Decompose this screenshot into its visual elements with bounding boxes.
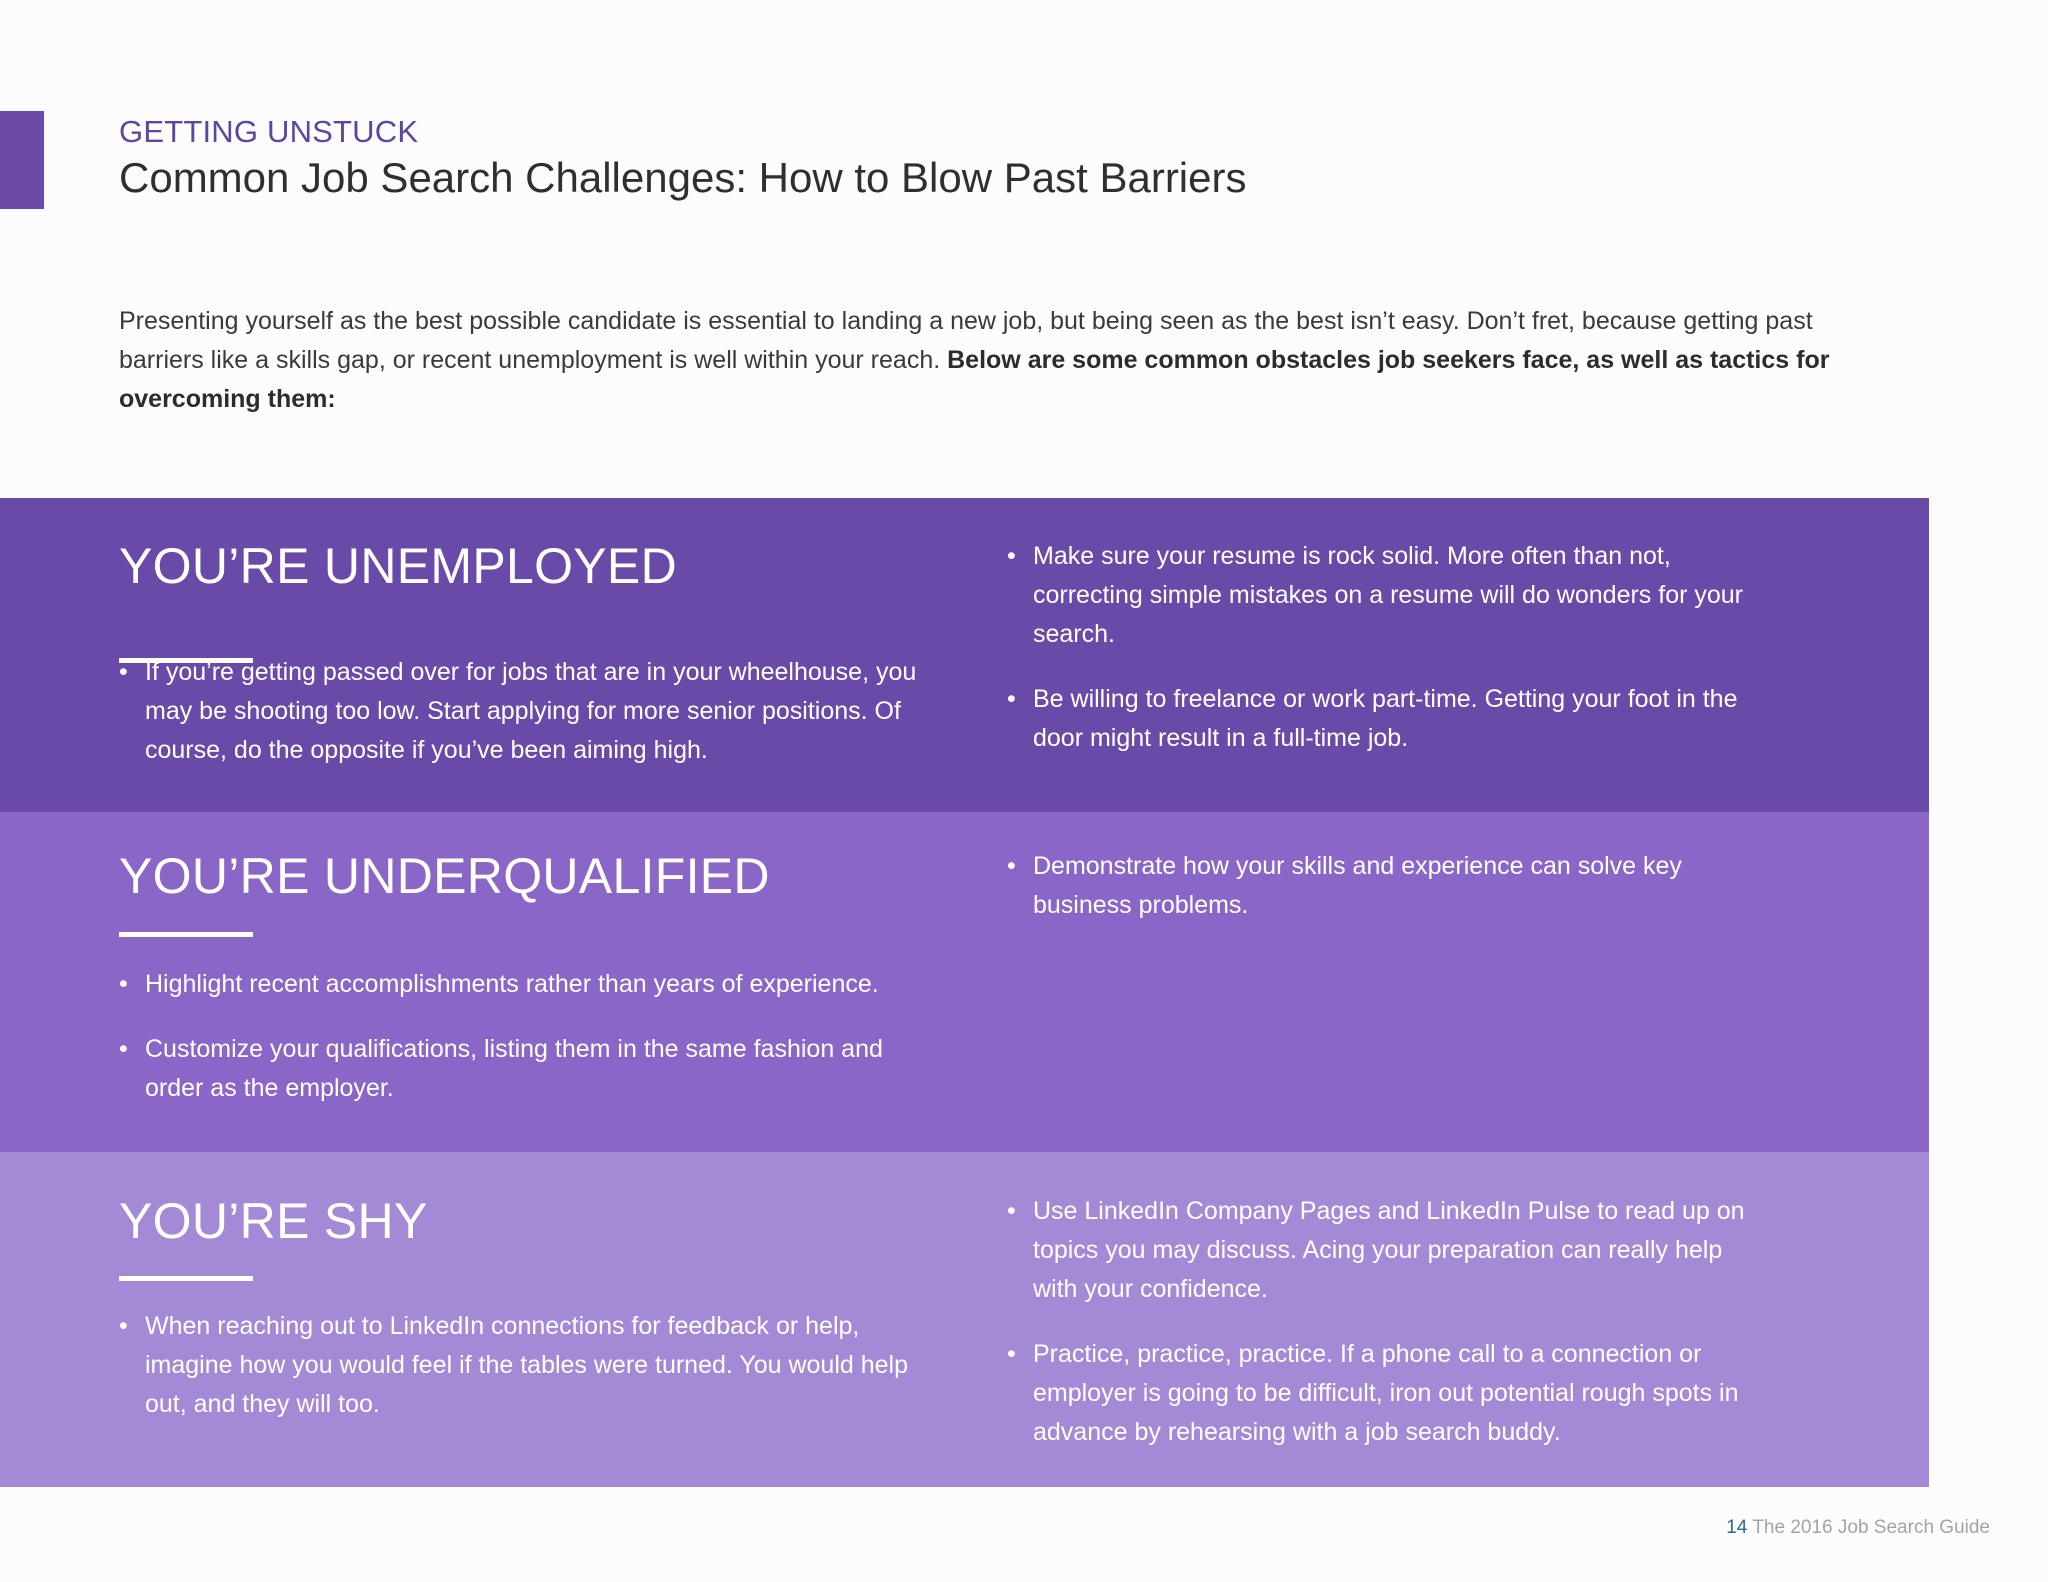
tips-list-right [1007,1192,1767,1478]
tip-text: Demonstrate how your skills and experience can solve key business problems. [1033,852,1682,919]
bullet-icon: • [119,970,128,998]
tip-text: Customize your qualifications, listing them in the same fashion and order as the employer. [145,1035,883,1102]
list-item [1007,1335,1767,1452]
tip-text: When reaching out to LinkedIn connections for feedback or help, imagine how you would feel if the tables were turned. You would help out, and they will too. [145,1312,909,1418]
list-item [119,965,939,1004]
tip-text: Be willing to freelance or work part-time. Getting your foot in the door might result in a full-time job. [1033,685,1738,752]
tip-text: Use LinkedIn Company Pages and LinkedIn Pulse to read up on topics you may discuss. Acing your preparation can really help with your confidence. [1033,1197,1745,1303]
list-item [1007,537,1767,654]
bullet-icon: • [1007,852,1016,880]
bullet-icon: • [119,1035,128,1063]
page-number: 14 [1726,1517,1748,1538]
intro-text: Presenting yourself as the best possible candidate is essential to landing a new job, but being seen as the best isn’t easy. Don’t fret, because getting past barriers like a skills gap, or recent unemployment is well within your reach. [119,307,1813,374]
challenge-unemployed [0,498,1929,812]
list-item [1007,1192,1767,1309]
bullet-icon: • [1007,542,1016,570]
list-item [119,1307,939,1424]
challenge-underqualified [0,812,1929,1152]
heading-underline [119,932,253,937]
bullet-icon: • [119,658,128,686]
tip-text: Make sure your resume is rock solid. More often than not, correcting simple mistakes on a resume will do wonders for your search. [1033,542,1743,648]
section-accent-bar [0,111,44,209]
list-item [119,1030,939,1108]
list-item [119,653,939,770]
tips-list-left [119,1307,939,1450]
tip-text: Highlight recent accomplishments rather than years of experience. [145,970,879,998]
bullet-icon: • [119,1312,128,1340]
bullet-icon: • [1007,1197,1016,1225]
heading-underline [119,1276,253,1281]
list-item [1007,680,1767,758]
intro-bold-text: Below are some common obstacles job seekers face, as well as tactics for overcoming them: [119,346,1830,413]
challenge-heading: YOU’RE UNEMPLOYED [119,538,677,594]
bullet-icon: • [1007,1340,1016,1368]
tips-list-left [119,965,939,1134]
tips-list-right [1007,537,1767,784]
tips-list-left [119,653,939,796]
page-footer [1726,1517,1990,1539]
tips-list-right [1007,847,1767,951]
intro-paragraph [119,302,1889,419]
bullet-icon: • [1007,685,1016,713]
page-title: Common Job Search Challenges: How to Blow Past Barriers [119,154,1247,201]
challenge-heading: YOU’RE SHY [119,1193,428,1249]
list-item [1007,847,1767,925]
challenge-heading: YOU’RE UNDERQUALIFIED [119,848,770,904]
challenge-shy [0,1152,1929,1487]
tip-text: Practice, practice, practice. If a phone call to a connection or employer is going to be difficult, iron out potential rough spots in advance by rehearsing with a job search buddy. [1033,1340,1739,1446]
guide-title: The 2016 Job Search Guide [1752,1517,1990,1538]
tip-text: If you’re getting passed over for jobs that are in your wheelhouse, you may be shooting too low. Start applying for more senior positions. Of course, do the opposite if you’ve been aiming high. [145,658,917,764]
section-kicker: GETTING UNSTUCK [119,114,419,149]
